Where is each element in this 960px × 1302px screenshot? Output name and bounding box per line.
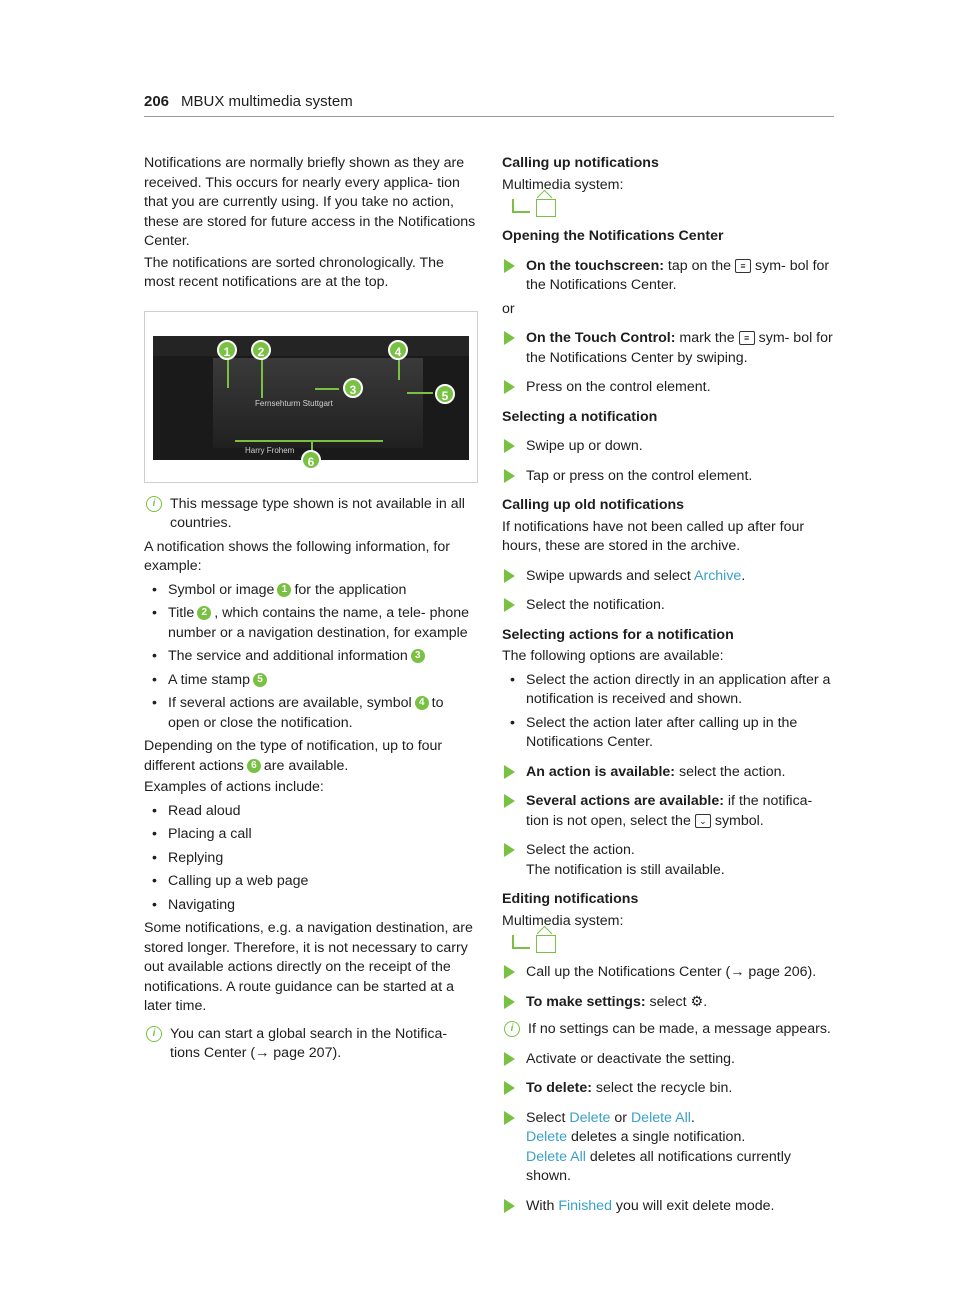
step-arrow-icon bbox=[504, 794, 515, 808]
notification-screenshot bbox=[144, 311, 478, 483]
instruction-step: Swipe up or down. bbox=[502, 437, 836, 457]
step-arrow-icon bbox=[504, 469, 515, 483]
list-item: • Placing a call bbox=[152, 826, 252, 842]
step-arrow-icon bbox=[504, 995, 515, 1009]
page-header bbox=[144, 92, 834, 117]
step-arrow-icon bbox=[504, 331, 515, 345]
step-arrow-icon bbox=[504, 439, 515, 453]
instruction-step: Tap or press on the control element. bbox=[502, 467, 836, 487]
callout-6: 6 bbox=[301, 450, 321, 470]
section-heading: Selecting actions for a notification bbox=[502, 626, 734, 643]
list-item: • Calling up a web page bbox=[152, 873, 309, 889]
shows-paragraph: A notification shows the following information, for example: bbox=[144, 538, 450, 574]
notification-bottom-text: Harry Frohem bbox=[245, 445, 295, 455]
section-heading: Opening the Notifications Center bbox=[502, 228, 724, 244]
archive-paragraph: If notifications have not been called up after four hours, these are stored in the archive. bbox=[502, 518, 805, 554]
left-column bbox=[144, 154, 476, 1068]
list-item: • Select the action later after calling up in the Notifications Center. bbox=[510, 714, 798, 750]
search-note: i You can start a global search in the Notifica- tions Center (→ page 207). bbox=[144, 1025, 476, 1064]
instruction-step: Swipe upwards and select Archive. bbox=[502, 567, 836, 587]
step-arrow-icon bbox=[504, 765, 515, 779]
instruction-step: An action is available: select the action. bbox=[502, 763, 836, 783]
depending-paragraph: Depending on the type of notification, up to four different actions 6 are available. bbox=[144, 738, 443, 774]
notifications-symbol-icon: ≡ bbox=[735, 259, 751, 273]
examples-paragraph: Examples of actions include: bbox=[144, 779, 324, 795]
info-icon: i bbox=[146, 496, 162, 512]
path-arrow-icon bbox=[512, 935, 530, 949]
or-text: or bbox=[502, 300, 515, 317]
instruction-step: With Finished you will exit delete mode. bbox=[502, 1197, 836, 1217]
list-item: • Symbol or image 1 for the application bbox=[152, 581, 407, 598]
instruction-step: Activate or deactivate the setting. bbox=[502, 1050, 836, 1070]
list-item: • The service and additional information 3 bbox=[144, 647, 476, 667]
section-heading: Editing notifications bbox=[502, 891, 639, 907]
instruction-step: Press on the control element. bbox=[502, 378, 836, 398]
section-heading: Calling up old notifications bbox=[502, 497, 685, 513]
instruction-step: Several actions are available: if the notifica- tion is not open, select the ⌄ symbol. bbox=[502, 792, 836, 831]
leader-line-4 bbox=[398, 358, 400, 380]
callout-3: 3 bbox=[343, 378, 363, 398]
step-arrow-icon bbox=[504, 1111, 515, 1125]
callout-4: 4 bbox=[388, 340, 408, 360]
step-arrow-icon bbox=[504, 259, 515, 273]
list-item: • Title 2 , which contains the name, a tele- phone number or a navigation destination, for example bbox=[152, 605, 470, 641]
info-icon: i bbox=[146, 1026, 162, 1042]
callout-1: 1 bbox=[217, 340, 237, 360]
step-arrow-icon bbox=[504, 843, 515, 857]
instruction-step: Select Delete or Delete All. Delete deletes a single notification. Delete All deletes all notifications currently shown. bbox=[502, 1109, 836, 1187]
list-item: • Navigating bbox=[152, 896, 236, 913]
menu-path-label: Multimedia system: bbox=[502, 912, 624, 929]
instruction-step: On the Touch Control: mark the ≡ sym- bol for the Notifications Center by swiping. bbox=[502, 329, 836, 368]
notifications-symbol-icon: ≡ bbox=[739, 331, 755, 345]
path-arrow-icon bbox=[512, 199, 530, 213]
step-arrow-icon bbox=[504, 1081, 515, 1095]
leader-line-5 bbox=[407, 392, 433, 394]
step-arrow-icon bbox=[504, 380, 515, 394]
home-icon bbox=[536, 935, 556, 953]
list-item: • Replying bbox=[152, 849, 224, 866]
list-item: • A time stamp 5 bbox=[144, 671, 476, 691]
instruction-step: To make settings: select ⚙. bbox=[502, 993, 836, 1013]
step-arrow-icon bbox=[504, 1199, 515, 1213]
instruction-step: To delete: select the recycle bin. bbox=[502, 1079, 836, 1099]
menu-path bbox=[512, 935, 836, 953]
step-arrow-icon bbox=[504, 598, 515, 612]
list-item: • Read aloud bbox=[152, 802, 241, 819]
step-arrow-icon bbox=[504, 1052, 515, 1066]
menu-path-label: Multimedia system: bbox=[502, 176, 624, 193]
leader-line-3 bbox=[315, 388, 339, 390]
instruction-step: Select the notification. bbox=[502, 596, 836, 616]
info-icon: i bbox=[504, 1021, 520, 1037]
leader-line-1 bbox=[227, 358, 229, 388]
step-arrow-icon bbox=[504, 965, 515, 979]
expand-symbol-icon: ⌄ bbox=[695, 814, 711, 828]
settings-note: i If no settings can be made, a message appears. bbox=[502, 1020, 836, 1040]
leader-line-2 bbox=[261, 358, 263, 398]
stored-longer-paragraph: Some notifications, e.g. a navigation destination, are stored longer. Therefore, it is not necessary to carry out available actions directly on the receipt of the notifications. A route guidance can be started at a later time. bbox=[144, 920, 473, 1014]
notification-title-text: Fernsehturm Stuttgart bbox=[255, 398, 333, 408]
gear-icon: ⚙ bbox=[686, 993, 704, 1010]
section-heading: Selecting a notification bbox=[502, 408, 658, 425]
page-number: 206 bbox=[144, 93, 170, 110]
instruction-step: Call up the Notifications Center (→ page 206). bbox=[502, 963, 836, 983]
list-item: • Select the action directly in an application after a notification is received and shown. bbox=[510, 671, 831, 707]
options-paragraph: The following options are available: bbox=[502, 648, 724, 664]
instruction-step: Select the action. The notification is still available. bbox=[502, 841, 836, 880]
instruction-step: On the touchscreen: tap on the ≡ sym- bol for the Notifications Center. bbox=[502, 257, 836, 296]
screen-status-bar bbox=[153, 336, 469, 356]
menu-path bbox=[512, 199, 836, 217]
page-title: MBUX multimedia system bbox=[180, 93, 353, 110]
leader-line-6 bbox=[235, 440, 383, 442]
home-icon bbox=[536, 199, 556, 217]
availability-note: i This message type shown is not available in all countries. bbox=[144, 495, 476, 534]
section-heading: Calling up notifications bbox=[502, 155, 659, 171]
callout-2: 2 bbox=[251, 340, 271, 360]
intro-paragraph: Notifications are normally briefly shown as they are received. This occurs for nearly every applica- tion that you are currently using. If you take no action, these are stored for future access in the Notifications Center. bbox=[144, 155, 476, 249]
step-arrow-icon bbox=[504, 569, 515, 583]
right-column bbox=[502, 154, 836, 1220]
sorted-paragraph: The notifications are sorted chronologically. The most recent notifications are at the top. bbox=[144, 254, 444, 290]
list-item: • If several actions are available, symbol 4 to open or close the notification. bbox=[152, 695, 444, 731]
callout-5: 5 bbox=[435, 384, 455, 404]
